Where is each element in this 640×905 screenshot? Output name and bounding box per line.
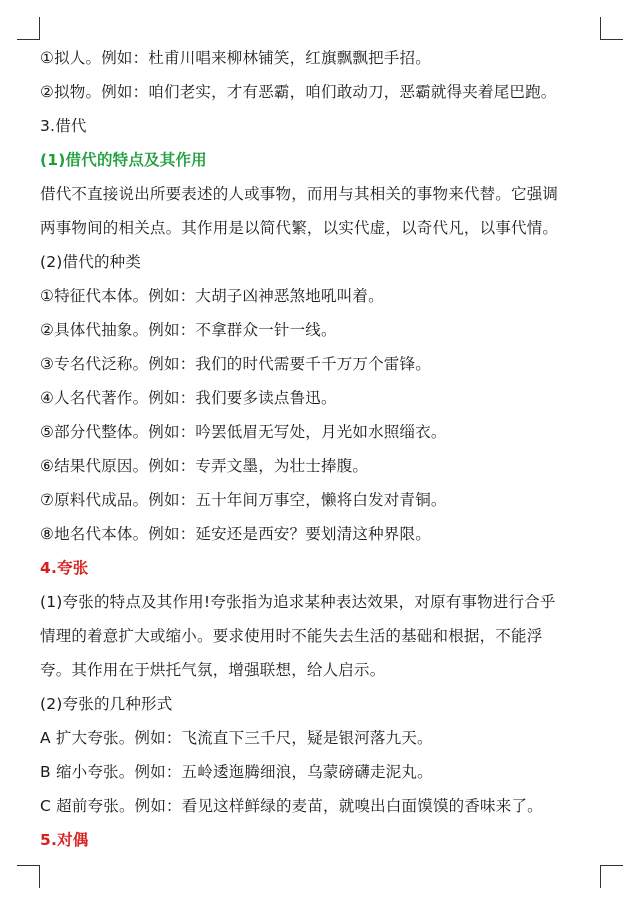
metonymy-type-8: ⑧地名代本体。例如：延安还是西安？要划清这种界限。 [40, 525, 431, 543]
hyperbole-form-c: C 超前夸张。例如：看见这样鲜绿的麦苗，就嗅出白面馍馍的香味来了。 [40, 797, 543, 815]
objectification-example: ②拟物。例如：咱们老实，才有恶霸，咱们敢动刀，恶霸就得夹着尾巴跑。 [40, 83, 557, 101]
metonymy-description-line-2: 两事物间的相关点。其作用是以简代繁，以实代虚，以奇代凡，以事代情。 [40, 219, 559, 237]
corner-mark-bottom-left [17, 865, 40, 888]
metonymy-features-heading: (1)借代的特点及其作用 [40, 151, 207, 169]
document-body [40, 41, 625, 857]
personification-example: ①拟人。例如：杜甫川唱来柳林铺笑，红旗飘飘把手招。 [40, 49, 431, 67]
section-title-metonymy: 3.借代 [40, 117, 87, 135]
corner-mark-bottom-right [600, 865, 623, 888]
metonymy-type-3: ③专名代泛称。例如：我们的时代需要千千万万个雷锋。 [40, 355, 431, 373]
section-title-antithesis: 5.对偶 [40, 831, 89, 849]
hyperbole-form-a: A 扩大夸张。例如：飞流直下三千尺，疑是银河落九天。 [40, 729, 433, 747]
hyperbole-description-line-3: 夸。其作用在于烘托气氛，增强联想，给人启示。 [40, 661, 386, 679]
corner-mark-top-left [17, 17, 40, 40]
metonymy-types-heading: (2)借代的种类 [40, 253, 142, 271]
section-title-hyperbole: 4.夸张 [40, 559, 89, 577]
metonymy-type-2: ②具体代抽象。例如：不拿群众一针一线。 [40, 321, 337, 339]
hyperbole-description-line-2: 情理的着意扩大或缩小。要求使用时不能失去生活的基础和根据，不能浮 [40, 627, 543, 645]
metonymy-type-7: ⑦原料代成品。例如：五十年间万事空，懒将白发对青铜。 [40, 491, 447, 509]
metonymy-type-4: ④人名代著作。例如：我们要多读点鲁迅。 [40, 389, 337, 407]
hyperbole-forms-heading: (2)夸张的几种形式 [40, 695, 173, 713]
corner-mark-top-right [600, 17, 623, 40]
metonymy-description-line-1: 借代不直接说出所要表述的人或事物，而用与其相关的事物来代替。它强调 [40, 185, 559, 203]
metonymy-type-1: ①特征代本体。例如：大胡子凶神恶煞地吼叫着。 [40, 287, 384, 305]
metonymy-type-5: ⑤部分代整体。例如：吟罢低眉无写处，月光如水照缁衣。 [40, 423, 447, 441]
hyperbole-form-b: B 缩小夸张。例如：五岭逶迤腾细浪，乌蒙磅礴走泥丸。 [40, 763, 433, 781]
metonymy-type-6: ⑥结果代原因。例如：专弄文墨，为壮士捧腹。 [40, 457, 369, 475]
hyperbole-description-line-1: (1)夸张的特点及其作用!夸张指为追求某种表达效果，对原有事物进行合乎 [40, 593, 556, 611]
